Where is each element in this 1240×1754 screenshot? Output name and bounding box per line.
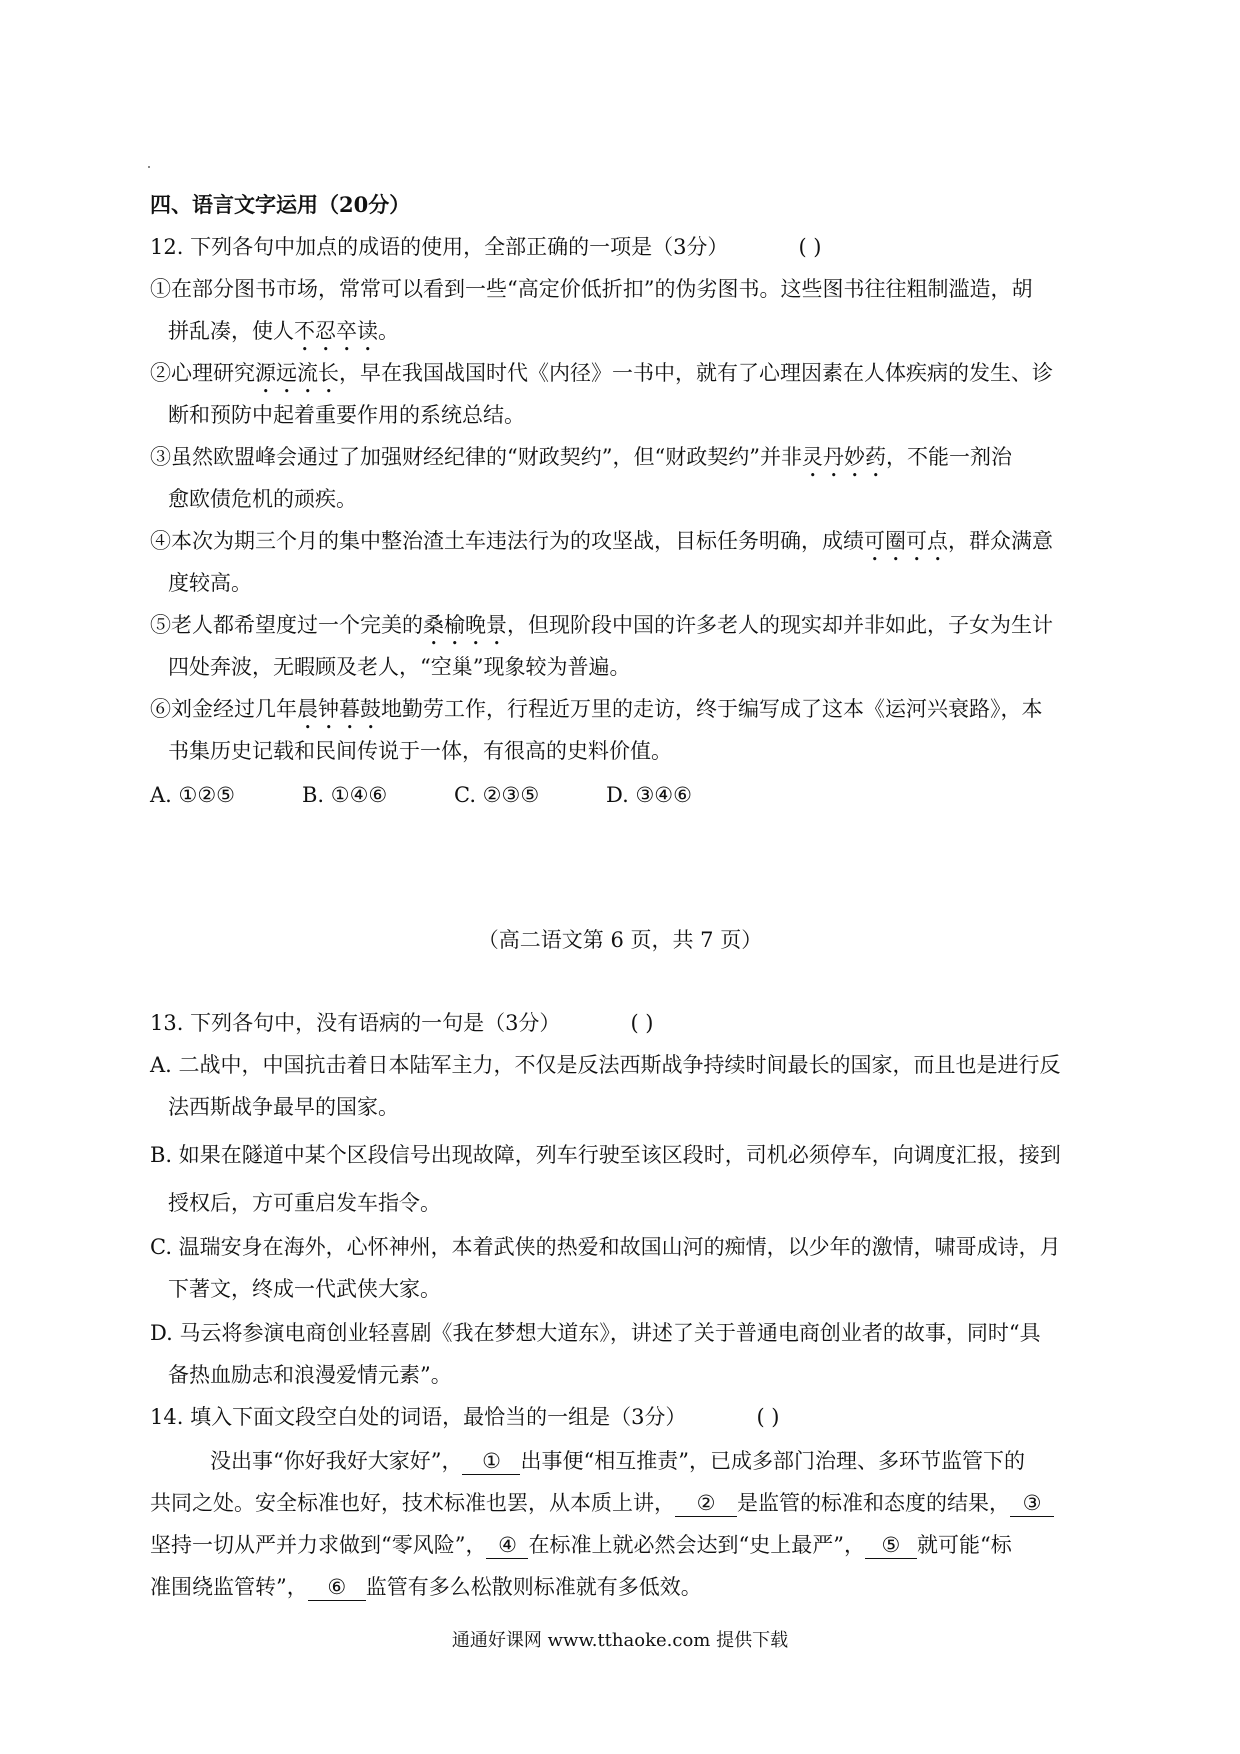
blank-6[interactable]: ⑥ <box>308 1574 366 1601</box>
text: ，群众满意 <box>948 529 1053 553</box>
q13-stem: 13. 下列各句中，没有语病的一句是（3分） <box>150 1011 561 1035</box>
q14-stem: 14. 填入下面文段空白处的词语，最恰当的一组是（3分） <box>150 1405 687 1429</box>
q12-options <box>150 780 758 810</box>
page-number-label: （高二语文第 6 页，共 7 页） <box>477 928 763 952</box>
footer-download-note: 通通好课网 www.tthaoke.com 提供下载 <box>451 1630 789 1651</box>
text: 是监管的标准和态度的结果， <box>737 1491 1010 1515</box>
option-d[interactable]: D. ③④⑥ <box>606 783 692 807</box>
text: ，早在我国战国时代《内径》一书中，就有了心理因素在人体疾病的发生、诊 <box>339 361 1053 385</box>
section-title: 四、语言文字运用（20分） <box>150 192 411 217</box>
q12-sentence-3a <box>150 442 1012 482</box>
dotted-idiom: 灵丹妙药 <box>801 445 886 469</box>
blank-1[interactable]: ① <box>462 1448 520 1475</box>
q12-sentence-4a <box>150 526 1053 566</box>
blank-2[interactable]: ② <box>675 1490 737 1517</box>
text: ，但现阶段中国的许多老人的现实却并非如此，子女为生计 <box>507 613 1053 637</box>
q13-stem-line <box>150 1008 654 1038</box>
q12-sentence-2b: 断和预防中起着重要作用的系统总结。 <box>168 403 525 427</box>
text: 地勤劳工作，行程近万里的走访，终于编写成了这本《运河兴衰路》，本 <box>381 697 1043 721</box>
q12-sentence-6a <box>150 694 1043 734</box>
dotted-idiom: 不忍卒读 <box>294 319 378 343</box>
q13-option-d-line2: 备热血励志和浪漫爱情元素”。 <box>168 1363 452 1387</box>
q12-sentence-5b: 四处奔波，无暇顾及老人，“空巢”现象较为普遍。 <box>168 655 631 679</box>
q13-option-c-line1: C. 温瑞安身在海外，心怀神州，本着武侠的热爱和故国山河的痴情，以少年的激情，啸哥成诗，月 <box>150 1235 1061 1259</box>
text: 共同之处。安全标准也好，技术标准也罢，从本质上讲， <box>150 1491 675 1515</box>
dotted-idiom: 可圈可点 <box>864 529 948 553</box>
q12-sentence-6b: 书集历史记载和民间传说于一体，有很高的史料价值。 <box>168 739 672 763</box>
q12-stem: 12. 下列各句中加点的成语的使用，全部正确的一项是（3分） <box>150 235 729 259</box>
text: 拼乱凑，使人 <box>168 319 294 343</box>
option-b[interactable]: B. ①④⑥ <box>302 783 388 807</box>
q13-option-d-line1: D. 马云将参演电商创业轻喜剧《我在梦想大道东》，讲述了关于普通电商创业者的故事，同时“具 <box>150 1321 1041 1345</box>
text: ④本次为期三个月的集中整治渣土车违法行为的攻坚战，目标任务明确，成绩 <box>150 529 864 553</box>
q12-stem-line <box>150 232 822 262</box>
q12-sentence-1a: ①在部分图书市场，常常可以看到一些“高定价低折扣”的伪劣图书。这些图书往往粗制滥造，胡 <box>150 277 1033 301</box>
blank-5[interactable]: ⑤ <box>865 1532 917 1559</box>
text: ②心理研究 <box>150 361 255 385</box>
dotted-idiom: 源远流长 <box>255 361 339 385</box>
text: 在标准上就必然会达到“史上最严”， <box>528 1533 865 1557</box>
q13-option-b-line2: 授权后，方可重启发车指令。 <box>168 1191 441 1215</box>
text: ，不能一剂治 <box>885 445 1012 469</box>
text: 没出事“你好我好大家好”， <box>210 1449 463 1473</box>
blank-3[interactable]: ③ <box>1010 1490 1054 1517</box>
text: 准围绕监管转”， <box>150 1575 308 1599</box>
q12-sentence-1b <box>168 316 399 356</box>
q14-passage-line1 <box>210 1446 1025 1476</box>
scan-speck <box>148 166 150 168</box>
option-a[interactable]: A. ①②⑤ <box>150 783 235 807</box>
q14-stem-line <box>150 1402 780 1432</box>
q12-sentence-3b: 愈欧债危机的顽疾。 <box>168 487 357 511</box>
q14-passage-line4 <box>150 1572 702 1602</box>
text: 坚持一切从严并力求做到“零风险”， <box>150 1533 487 1557</box>
text: 出事便“相互推责”，已成多部门治理、多环节监管下的 <box>520 1449 1025 1473</box>
text: 监管有多么松散则标准就有多低效。 <box>365 1575 702 1599</box>
blank-4[interactable]: ④ <box>486 1532 528 1559</box>
q13-answer-paren: ( ) <box>630 1011 654 1035</box>
q14-answer-paren: ( ) <box>756 1405 780 1429</box>
q14-passage-line2 <box>150 1488 1054 1518</box>
text: ⑤老人都希望度过一个完美的 <box>150 613 423 637</box>
q12-sentence-4b: 度较高。 <box>168 571 252 595</box>
option-c[interactable]: C. ②③⑤ <box>454 783 540 807</box>
text: ③虽然欧盟峰会通过了加强财经纪律的“财政契约”，但“财政契约”并非 <box>150 445 802 469</box>
dotted-idiom: 桑榆晚景 <box>423 613 507 637</box>
q13-option-a-line2: 法西斯战争最早的国家。 <box>168 1095 399 1119</box>
text: 。 <box>378 319 399 343</box>
q13-option-b-line1: B. 如果在隧道中某个区段信号出现故障，列车行驶至该区段时，司机必须停车，向调度汇报，接到 <box>150 1143 1061 1167</box>
q12-answer-paren: ( ) <box>798 235 822 259</box>
q13-option-c-line2: 下著文，终成一代武侠大家。 <box>168 1277 441 1301</box>
text: 就可能“标 <box>916 1533 1012 1557</box>
q12-sentence-5a <box>150 610 1053 650</box>
q12-sentence-2a <box>150 358 1053 398</box>
dotted-idiom: 晨钟暮鼓 <box>297 697 381 721</box>
q14-passage-line3 <box>150 1530 1012 1560</box>
q13-option-a-line1: A. 二战中，中国抗击着日本陆军主力，不仅是反法西斯战争持续时间最长的国家，而且也是进行反 <box>150 1053 1061 1077</box>
text: ⑥刘金经过几年 <box>150 697 297 721</box>
